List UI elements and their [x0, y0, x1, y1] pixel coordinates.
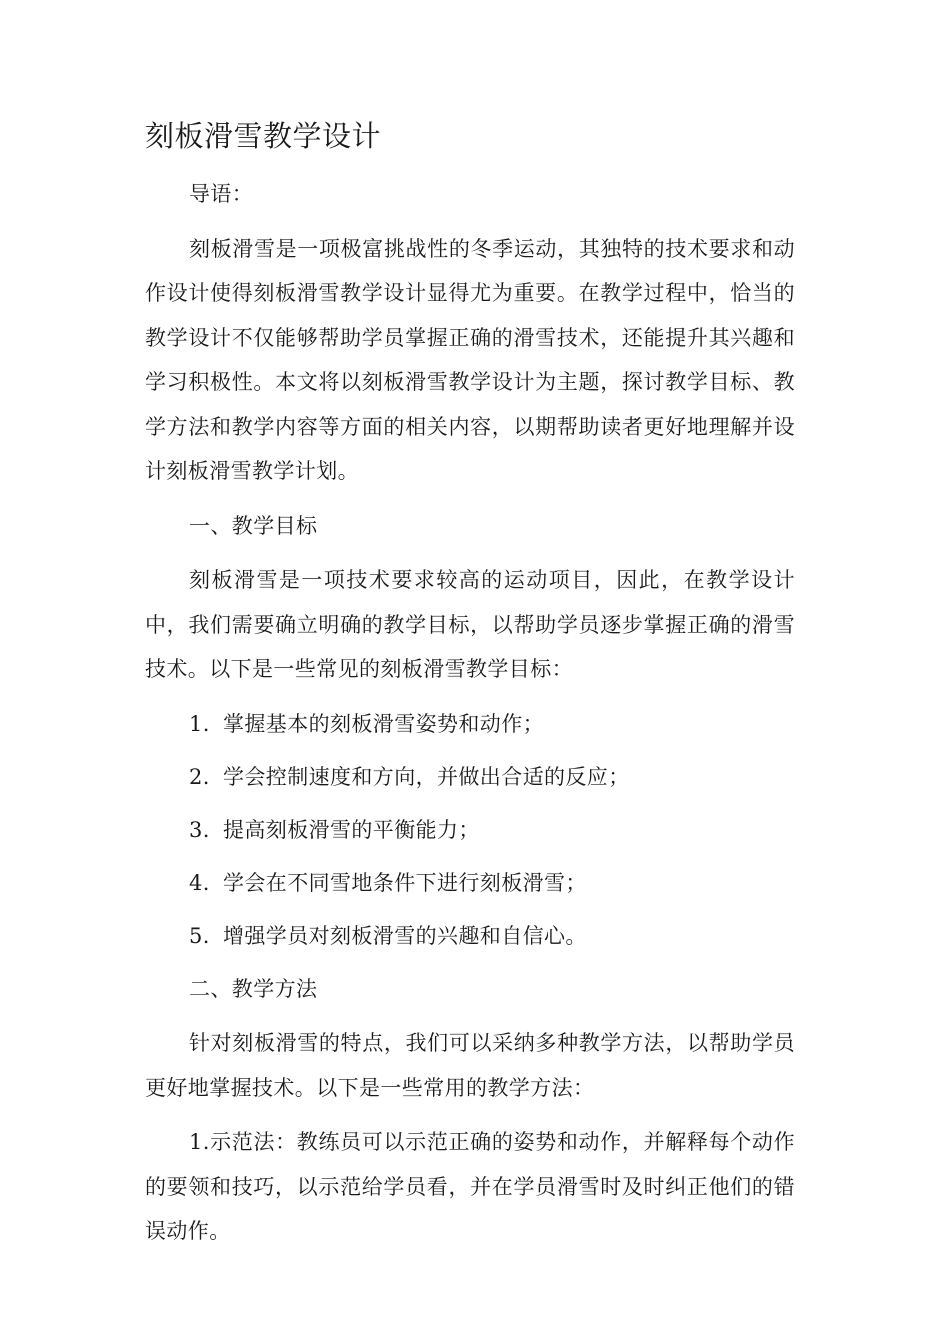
list-item-number: 3.	[189, 817, 210, 842]
section-2-heading: 二、教学方法	[189, 976, 318, 1001]
list-item-number: 2.	[189, 764, 210, 789]
intro-paragraph: 刻板滑雪是一项极富挑战性的冬季运动，其独特的技术要求和动作设计使得刻板滑雪教学设计显得尤为重要。在教学过程中，恰当的教学设计不仅能够帮助学员掌握正确的滑雪技术，还能提升其兴趣和学习积极性。本文将以刻板滑雪教学设计为主题，探讨教学目标、教学方法和教学内容等方面的相关内容，以期帮助读者更好地理解并设计刻板滑雪教学计划。	[145, 236, 795, 483]
list-item-number: 1.	[189, 711, 210, 736]
list-item-number: 4.	[189, 870, 210, 895]
list-item-text: 增强学员对刻板滑雪的兴趣和自信心。	[223, 923, 587, 948]
intro-label: 导语：	[189, 182, 254, 206]
list-item	[145, 702, 795, 747]
list-item-text: 学会在不同雪地条件下进行刻板滑雪；	[223, 870, 587, 895]
goals-list	[145, 702, 795, 959]
method-1-paragraph: 1.示范法：教练员可以示范正确的姿势和动作，并解释每个动作的要领和技巧，以示范给学员看，并在学员滑雪时及时纠正他们的错误动作。	[145, 1130, 795, 1243]
document-title: 刻板滑雪教学设计	[145, 119, 382, 153]
list-item-number: 5.	[189, 923, 210, 948]
list-item-text: 提高刻板滑雪的平衡能力；	[223, 817, 480, 842]
document-page	[145, 108, 795, 1264]
list-item-text: 学会控制速度和方向，并做出合适的反应；	[223, 764, 630, 789]
section-1-heading: 一、教学目标	[189, 513, 318, 538]
section-1-paragraph: 刻板滑雪是一项技术要求较高的运动项目，因此，在教学设计中，我们需要确立明确的教学目标，以帮助学员逐步掌握正确的滑雪技术。以下是一些常见的刻板滑雪教学目标：	[145, 568, 795, 681]
list-item	[145, 861, 795, 906]
list-item-text: 掌握基本的刻板滑雪姿势和动作；	[223, 711, 544, 736]
list-item	[145, 914, 795, 959]
list-item	[145, 808, 795, 853]
list-item	[145, 755, 795, 800]
section-2-paragraph: 针对刻板滑雪的特点，我们可以采纳多种教学方法，以帮助学员更好地掌握技术。以下是一些常用的教学方法：	[145, 1031, 795, 1100]
